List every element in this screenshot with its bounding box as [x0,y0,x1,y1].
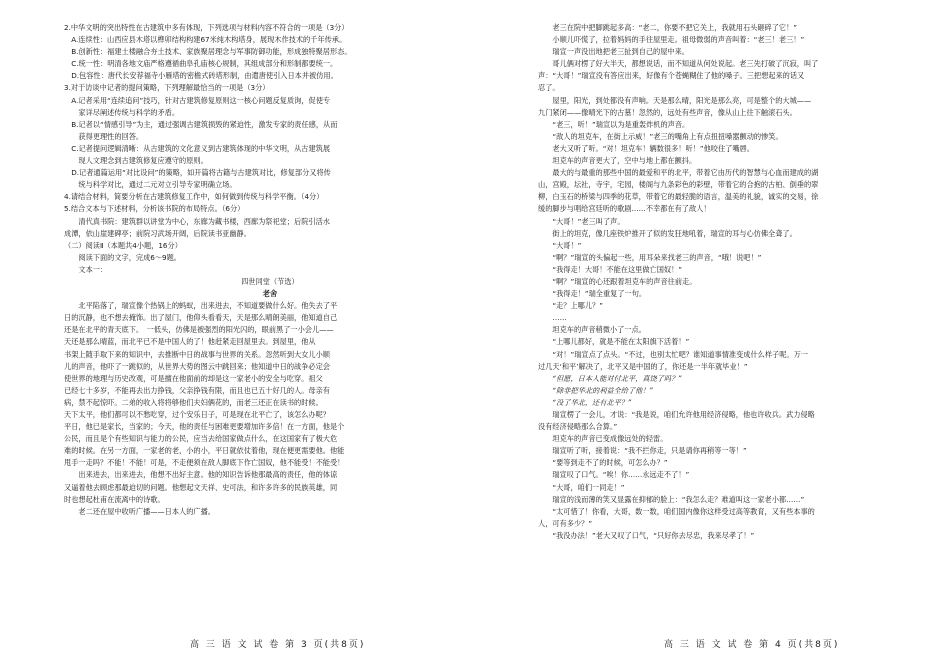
article-line: “要等到走不了的时候，可怎么办？” [552,458,668,468]
article-line: 日的沉静，也不想去掩饰。出了屋门，他仰头看看天，天是那么晴朗美丽，他知道自己 [64,313,338,323]
article-paragraph-2 [64,469,476,505]
question-3-option-b: B.记者以“情感引导”为主，通过强调古建筑损毁的紧迫性，激发专家的责任感，从而 [71,119,338,129]
article-line: “除非把华北的利益全给了他！” [552,385,654,395]
page-3-footer: 高 三 语 文 试 卷 第 3 页(共8页) [190,640,366,650]
article-line: “我没办法！”老大又叹了口气，“只好你去尽忠，我来尽孝了！” [552,530,755,540]
article-line: 缓的脚步与唱给宫廷听的歌剧……不幸都在有了敌人！ [538,204,711,214]
article-line: 瑞宣叹了口气。“唉！你……永远走不了！” [552,470,690,480]
question-3-option-b-cont: 获得更理性的回答。 [78,131,144,141]
article-line: “啊？”瑞宣的心还跟着坦克车的声音往前走。 [552,276,697,286]
article-line: 哥儿俩对楞了好大半天，都想说话，而不知道从何处说起。老三先打破了沉寂，叫了 [552,59,819,69]
question-5: 5.结合文本与下述材料，分析该书院的布局特点。（6分） [64,204,245,214]
article-line: 公民，而且是个有些知识与能力的公民，应当去给国家做点什么，在这国家有了极大危 [64,434,338,444]
article-line: 瑞宣听了听，接着说：“我不拦你走，只是请你再稍等一等！” [552,446,747,456]
article-line: “但愿，日本人能对付北平，真饶了吗？” [552,373,682,383]
text-1-label: 文本一： [78,264,108,274]
article-line: 人，可有多少？” [538,518,593,528]
article-line: “走？上哪儿？” [552,301,603,311]
article-line: 没有经济侵略那么合算。” [538,422,618,432]
article-line: 瑞宣一声没出地把老三扯到自己的屋中来。 [552,47,689,57]
article-line: 病，禁不起惊吓。二弟的收入将将够他们夫妇俩花的，而老三还正在读书的时候。 [64,397,323,407]
article-line: “老三，听！”瑞宣以为是重轰炸机的声音。 [552,119,690,129]
article-line: 九门紧闭——像晴光下的古墓！忽然的，远处有些声音，像从山上往下触滚石头。 [538,107,797,117]
question-3-stem: 3.对于访谈中记者的提问策略，下列理解最恰当的一项是（3分） [64,83,270,93]
article-line: 街上的坦克，像几座铁炉推开了似的发狂地吼着，瑞宣的耳与心仿佛全聋了。 [552,228,797,238]
article-line: “大哥！”老三叫了声。 [552,216,625,226]
question-2-stem: 2.中华文明的突出特性在古建筑中多有体现，下列选项与材料内容不符合的一项是（3分） [64,23,349,32]
article-line: 瑞宣楞了一会儿，才说：“我是说，咱们允许他用经济侵略，他也许收兵。武力侵略 [552,410,815,419]
article-line: 坦克车的声音稍微小了一点。 [552,325,646,335]
question-3-option-d: D.记者通篇运用“对比设问”的策略，如开篇将古籍与古建筑对比，修复部分又将传 [71,168,331,178]
article-line: 老三在院中把脚跳起多高：“老二，你要不把它关上，我就用石头砸碎了它！” [552,23,798,32]
article-line: 甩手一走吗？不能！不能！可是，不走便须在敌人脚底下作亡国奴，他不能受！不能受！ [64,458,345,468]
article-line: 声：“大哥！”瑞宣没有答应出来，好像有个苍蝇糊住了他的嗓子。三把想起来的话又 [538,71,805,81]
question-4: 4.请结合材料，简要分析在古建筑修复工作中，如何做到传统与科学平衡。（4分） [64,192,324,202]
article-author: 老舍 [262,289,278,299]
article-line: 还是在北平的青天底下。 一低头，仿佛是被强烈的阳光闪的，眼前黑了一小会儿—— [64,325,334,335]
article-line: 儿的声音，他吓了一跳似的，从世界大势的图云中跳回来；他知道中日的战争必定会 [64,361,330,371]
article-line: 已经七十多岁，不能再去出力挣钱，父亲挣钱有限，而且也已五十好几的人。母亲有 [64,385,330,395]
article-line: “我得走！大哥！不能在这里做亡国奴！” [552,264,683,274]
section-2-title: （二）阅读Ⅱ（本题共4小题，16分） [64,240,182,250]
article-line: “我得走！”瑞全重复了一句。 [552,289,647,299]
article-line: 书架上随手取下来的知识中，去推断中日的战事与世界的关系。忽然听到大女儿小顺 [64,349,330,359]
article-line: 瑞宣的浅而薄的笑又显露在抑郁的脸上：“我怎么走？难道叫这一家老小都……” [552,494,805,504]
article-line: 小顺儿吓慌了，拉着妈妈的手往屋里走。祖母微弱的声音叫着：“老三！老三！” [552,35,805,45]
question-3-option-a: A.记者采用“连续追问”技巧，针对古建筑修复原则这一核心问题反复质询，促使专 [71,95,331,105]
article-line: “啊？”瑞宣的头偏起一些，用耳朵来找老三的声音，“哦！说吧！” [552,252,762,262]
question-5-material: 清代真书院：建筑群以讲堂为中心，东廊为藏书楼，西廊为祭祀堂；后院引活水 [78,216,330,226]
page-4-footer: 高 三 语 文 试 卷 第 4 页(共8页) [664,640,840,650]
article-line: 出来进去，出来进去，他想不出好主意。他的知识告诉他那最高的责任，他的体谅 [78,470,338,480]
question-3-option-d-cont: 统与科学对比，通过二元对立引导专家明确立场。 [78,180,237,190]
article-line: 平日，他已是家长，当家的；今天，他的责任与困难更要增加许多倍！在一方面，他是个 [64,422,345,432]
question-2-option-c: C.统一性：明清各地文庙严格遵循曲阜孔庙核心规制，其组成部分和形制都要统一。 [71,59,338,69]
article-line: “大哥，咱们一同走！” [552,482,625,492]
question-3-option-c-cont: 现人文理念到古建筑修复应遵守的原则。 [78,156,208,166]
article-line: “没了华北，还有北平？” [552,397,632,407]
article-paragraph-1 [64,300,476,469]
article-line: …… [552,313,567,323]
article-line: 柳，白玉石的桥梁与四季的花草，带着它的最轻脆的语言，温美的礼貌，诚实的交易，徐 [538,192,819,202]
article-line: 难的时候。在另一方面，一家老的老，小的小，平日就依仗着他，现在便更需要他。他能 [64,446,345,456]
article-line: 过几天‘和平’解决了，北平又是中国的了，你还是一半年就毕业！” [538,361,748,371]
article-line: “大哥！” [552,240,582,250]
article-line: 又逼着他去顾虑那最迫切的问题。他想起文天祥、史可法，和许多许多的民族英雄，同 [64,482,338,492]
article-line: 天还是那么晴蓝，而北平已不是中国人的了！他赶紧走回屋里去。到屋里，他从 [64,337,316,347]
article-line: “对！”瑞宣点了点头。“不过，也别太忙吧？谁知道事情准变成什么样子呢。万一 [552,349,808,359]
article-title: 四世同堂（节选） [241,276,299,286]
question-3-option-a-cont: 家详尽阐述传统与科学的矛盾。 [78,107,180,117]
article-line: 坦克车的声音更大了，空中与地上都在颤抖。 [552,156,697,166]
article-line: 时也想起杜甫在流离中的诗歌。 [64,494,165,504]
article-line: 使世界的地理与历史改观，可是擅在他面前的却是这一家老小的安全与吃穿。祖父 [64,373,323,383]
article-line: “敌人的坦克车，在街上示威！”老三的嘴角上有点扭扭嗓嚣颤动的惨笑。 [552,131,783,141]
article-line: 天下太平，他们都可以不愁吃穿，过个安乐日子，可是现在北平亡了，该怎么办呢？ [64,410,330,419]
question-2-option-b: B.创新性：福建土楼融合夯土技术、家族聚居理念与军事防御功能，形成独特聚居形态。 [71,47,352,57]
page-4-column [538,22,950,542]
question-3-option-c: C.记者提问逻辑清晰：从古建筑的文化意义到古建筑体现的中华文明，从古建筑展 [71,143,331,153]
question-5-material-cont: 成潭，依山崖建碑亭；前院习武场开阔，后院读书亚幽静。 [64,228,251,238]
article-line: 坦克车的声音已变成像远处的轻雷。 [552,434,668,444]
section-2-instruction: 阅读下面的文字，完成6～9题。 [78,252,181,262]
article-line: 山，宫殿，坛社，寺宇，宅园，楼阁与九条彩色的彩壁，带着它的合抱的古柏、倒垂的翠 [538,180,819,190]
question-2-option-d: D.包容性：唐代长安荐福寺小雁塔的密檐式砖塔形制，由遣唐使引入日本并被仿用。 [71,71,338,81]
article-line: 最大的与最重的那些中国的最爱和平的北平，带着它由历代的智慧与心血而建成的湖 [552,168,819,178]
question-2-option-a: A.连续性：山西应县木塔以榫卯结构构建67米纯木构塔身，展现木作技术的千年传承。 [71,35,347,45]
article-line: 老大又听了听。“对！坦克车！辆数很多！听！”他咬住了嘴唇。 [552,143,754,153]
article-line: 北平陷落了，瑞宣像个热锅上的蚂蚁，出来进去，不知道要做什么好。他失去了平 [78,301,338,311]
article-line: “太可惜了！你看，大哥，数一数，咱们国内像你这样受过高等教育，又有些本事的 [552,506,815,516]
article-line: 屋里，阳光，到处都没有声响。天是那么晴，阳光是那么亮，可是整个的大城—— [552,95,812,105]
page-3-column [64,22,476,518]
article-line: “上哪儿都好，就是不能在太阳旗下活着！” [552,337,690,347]
article-paragraph-3: 老二还在屋中收听广播——日本人的广播。 [78,506,215,516]
article-line: 忍了。 [538,83,560,93]
